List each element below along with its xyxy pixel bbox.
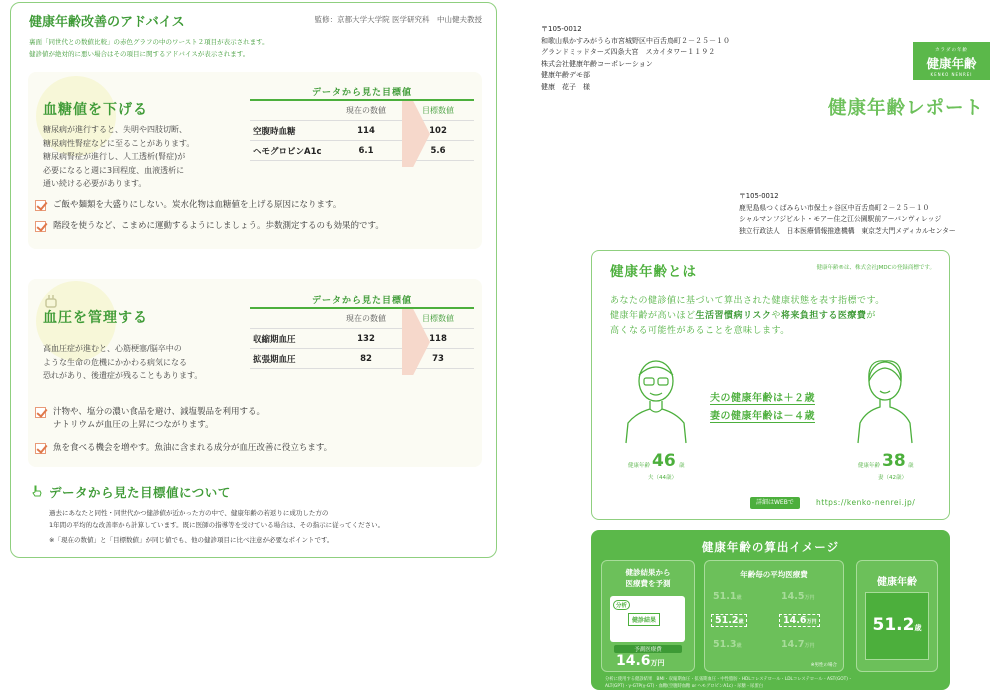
sender-address: 〒105-0012 鹿児島県つくばみらい市保土ヶ谷区中百舌鳥町２－２５－１０ シャルマンフジビルト・モアー住之江公園駅前アーバンヴィレッジ 独立行政法人 日本医療情報推進機構 東京芝大門メディカルセンター [739,192,956,235]
about-kenko-nenrei-box [591,250,950,520]
final-health-age: 51.2歳 [872,615,922,635]
calc-title: 健康年齢の算出イメージ [701,540,840,554]
recipient-address: 〒105-0012 和歌山県かすみがうら市宮城野区中百舌鳥町２－２５－１０ グランドミッドターズ四条大宮 スカイタワー１１９２ 株式会社健康年齢コーポレーション 健康年齢デモ部 健康 花子 様 [541,25,730,91]
husband-real-age: 夫（44歳） [648,475,677,481]
target-explanation-note: ※「現在の数値」と「目標数値」が同じ値でも、他の健診項目に比べ注意が必要なポイントです。 [49,536,334,544]
husband-figure-icon [616,351,696,446]
wife-real-age: 妻（42歳） [878,475,907,481]
cost-cell: 14.5万円 [781,591,815,602]
average-cost-column: 年齢毎の平均医療費 51.1歳 14.5万円 51.2歳 14.6万円 51.3歳 14.7万円 ※男性の場合 [704,560,844,672]
table-row: 収縮期血圧 132 118 [250,329,474,349]
wife-age-diff: 妻の健康年齢は－４歳 [710,407,815,423]
check-item: 魚を食べる機会を増やす。魚油に含まれる成分が血圧改善に役立ちます。 [53,442,332,455]
blood-pressure-text: 高血圧症が進むと、心筋梗塞/脳卒中の ような生命の危機にかかわる病気になる 恐れがあり、後遺症が残ることもあります。 [43,344,203,380]
wife-health-age: 38 [882,451,906,471]
analysis-flow: 分析 健診結果 [610,596,685,642]
checkbox-icon [35,407,46,418]
checkbox-icon [35,443,46,454]
check-item: 汁物や、塩分の濃い食品を避け、減塩製品を利用する。 ナトリウムが血圧の上昇につながります。 [53,406,265,432]
table-row: 拡張期血圧 82 73 [250,349,474,369]
husband-health-age: 46 [652,451,676,471]
target-explanation-heading: データから見た目標値について [33,483,231,501]
blood-sugar-text: 糖尿病が進行すると、失明や四肢切断、 糖尿病性腎症などに至ることがあります。 糖尿病腎症が進行し、人工透析(腎症)が 必要になると週に3回程度、血液透析に 通い続ける必要があります。 [43,125,195,188]
about-desc-line2: 健康年齢が高いほど生活習慣病リスクや将来負担する医療費が [610,311,876,321]
table-title: データから見た目標値 [311,88,412,98]
blood-sugar-heading: 血糖値を下げる [43,102,148,118]
about-title: 健康年齢とは [610,264,697,280]
calc-footnote1: 分析に使用する健診結果 BMI・収縮期血圧・拡張期血圧・中性脂肪・HDLコレステロール・LDLコレステロール・AST(GOT)・ [605,677,853,682]
blood-sugar-card [28,72,482,249]
checkbox-icon [35,200,46,211]
calc-footnote2: ALT(GPT)・γ-GTP(γ-GT)・血糖(空腹時血糖 or ヘモグロビンA1c)・尿糖・尿蛋白 [605,684,764,689]
kenko-nenrei-badge: カラダの年齢 健康年齢 KENKO NENREI [913,42,990,80]
calculation-image-box [591,530,950,690]
cost-cell: 14.7万円 [781,639,815,650]
about-desc-line1: あなたの健診値に基づいて算出された健康状態を表す指標です。 [610,296,885,306]
blood-sugar-target-table [250,85,474,161]
wife-age-label: 健康年齢 [858,463,881,469]
wife-age-unit: 歳 [908,463,914,469]
advice-intro-line2: 健診値が絶対的に悪い場合はその項目に関するアドバイスが表示されます。 [29,50,250,58]
predicted-cost-value: 14.6万円 [616,653,665,669]
husband-age-unit: 歳 [679,463,685,469]
cost-cell-highlight: 14.6万円 [779,614,820,627]
website-url-link[interactable]: https://kenko-nenrei.jp/ [816,498,916,507]
blood-pressure-card [28,279,482,467]
predict-cost-column: 健診結果から 医療費を予測 分析 健診結果 予測医療費 14.6万円 [601,560,695,672]
advice-panel [10,2,497,558]
checkbox-icon [35,221,46,232]
advice-intro-line1: 裏面「同世代との数値比較」の赤色グラフの中のワースト２項目が表示されます。 [29,38,269,46]
trademark-note: 健康年齢®は、株式会社JMDCの登録商標です。 [816,265,935,271]
details-web-button[interactable]: 詳細はWEBで [750,497,800,509]
target-explanation-line2: 1年間の平均的な改善率から計算しています。既に医師の指導等を受けている場合は、その指示に従ってください。 [49,521,385,529]
advice-title: 健康年齢改善のアドバイス [29,15,185,30]
blood-pressure-target-table [250,293,474,369]
husband-age-label: 健康年齢 [628,463,651,469]
check-item: 階段を使うなど、こまめに運動するようにしましょう。歩数測定するのも効果的です。 [53,220,384,233]
table-row: ヘモグロビンA1c 6.1 5.6 [250,141,474,161]
male-note: ※男性の場合 [810,663,837,668]
health-age-result-column: 健康年齢 51.2歳 [856,560,938,672]
report-title: 健康年齢レポート [828,98,985,119]
blood-pressure-heading: 血圧を管理する [43,310,148,326]
husband-age-diff: 夫の健康年齢は＋２歳 [710,389,815,405]
age-cell: 51.1歳 [713,591,742,602]
supervisor-note: 監修：京都大学大学院 医学研究科 中山健夫教授 [314,15,482,24]
predicted-cost-label: 予測医療費 [614,645,682,653]
pointer-hand-icon [31,485,43,497]
final-age-box [865,592,929,660]
table-row: 空腹時血糖 114 102 [250,121,474,141]
table-header: 現在の数値 目標数値 [250,309,474,329]
target-explanation-line1: 過去にあなたと同性・同世代かつ健診値が近かった方の中で、健康年齢の若返りに成功した方の [49,509,329,517]
age-cell-highlight: 51.2歳 [711,614,747,627]
table-header: 現在の数値 目標数値 [250,101,474,121]
check-item: ご飯や麺類を大盛りにしない。炭水化物は血糖値を上げる原因になります。 [53,199,341,212]
wife-figure-icon [850,351,920,446]
about-desc-line3: 高くなる可能性があることを意味します。 [610,326,790,336]
table-title: データから見た目標値 [311,296,412,306]
age-cell: 51.3歳 [713,639,742,650]
